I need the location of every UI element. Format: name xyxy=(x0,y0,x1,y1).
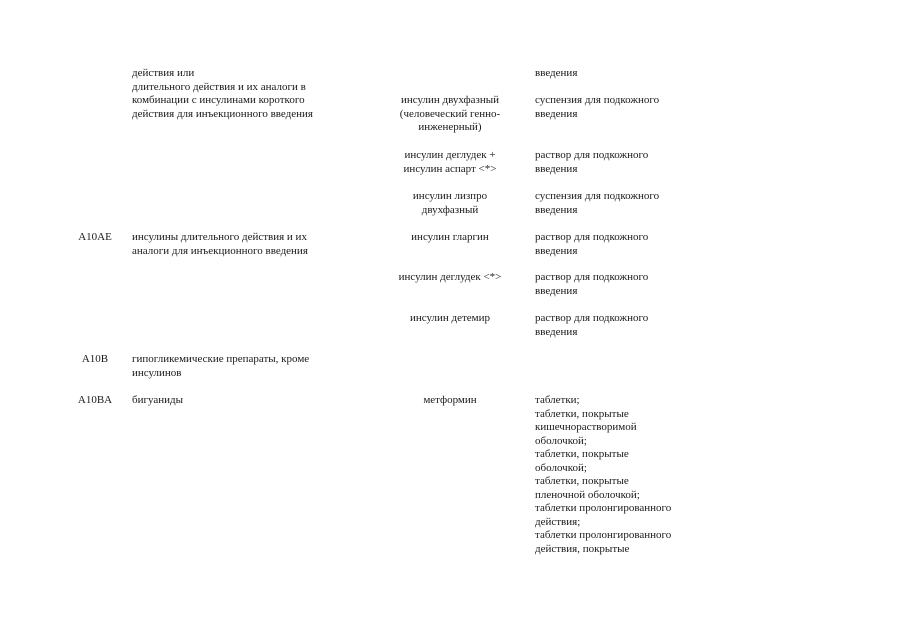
drug-name: инсулин деглудек + инсулин аспарт <*> xyxy=(403,149,497,175)
dosage-form: суспензия для подкожного введения xyxy=(535,190,660,216)
group-name: действия или длительного действия и их аналоги в комбинации с инсулинами короткого действия для инъекционного введения xyxy=(132,67,313,120)
drug-name: инсулин двухфазный (человеческий генно- инженерный) xyxy=(399,94,501,133)
group-name: инсулины длительного действия и их аналоги для инъекционного введения xyxy=(132,231,308,257)
dosage-form: таблетки; таблетки, покрытые кишечнорастворимой оболочкой; таблетки, покрытые оболочкой; таблетки, покрытые пленочной оболочкой; таблетки пролонгированного действия; таблетки пролонгированного действия, покрытые xyxy=(535,394,672,555)
drug-name: метформин xyxy=(423,394,477,406)
dosage-form: введения xyxy=(535,67,578,79)
atc-code: A10AE xyxy=(78,231,112,243)
group-name: бигуаниды xyxy=(132,394,183,406)
drug-name: инсулин лизпро двухфазный xyxy=(412,190,488,216)
drug-name: инсулин деглудек <*> xyxy=(398,271,502,283)
group-name: гипогликемические препараты, кроме инсулинов xyxy=(132,353,310,379)
atc-code: A10BA xyxy=(77,394,113,406)
dosage-form: раствор для подкожного введения xyxy=(535,231,649,257)
dosage-form: суспензия для подкожного введения xyxy=(535,94,660,120)
dosage-form: раствор для подкожного введения xyxy=(535,312,649,338)
drug-name: инсулин детемир xyxy=(409,312,491,324)
dosage-form: раствор для подкожного введения xyxy=(535,149,649,175)
dosage-form: раствор для подкожного введения xyxy=(535,271,649,297)
drug-name: инсулин гларгин xyxy=(411,231,489,243)
atc-code: A10B xyxy=(81,353,109,365)
